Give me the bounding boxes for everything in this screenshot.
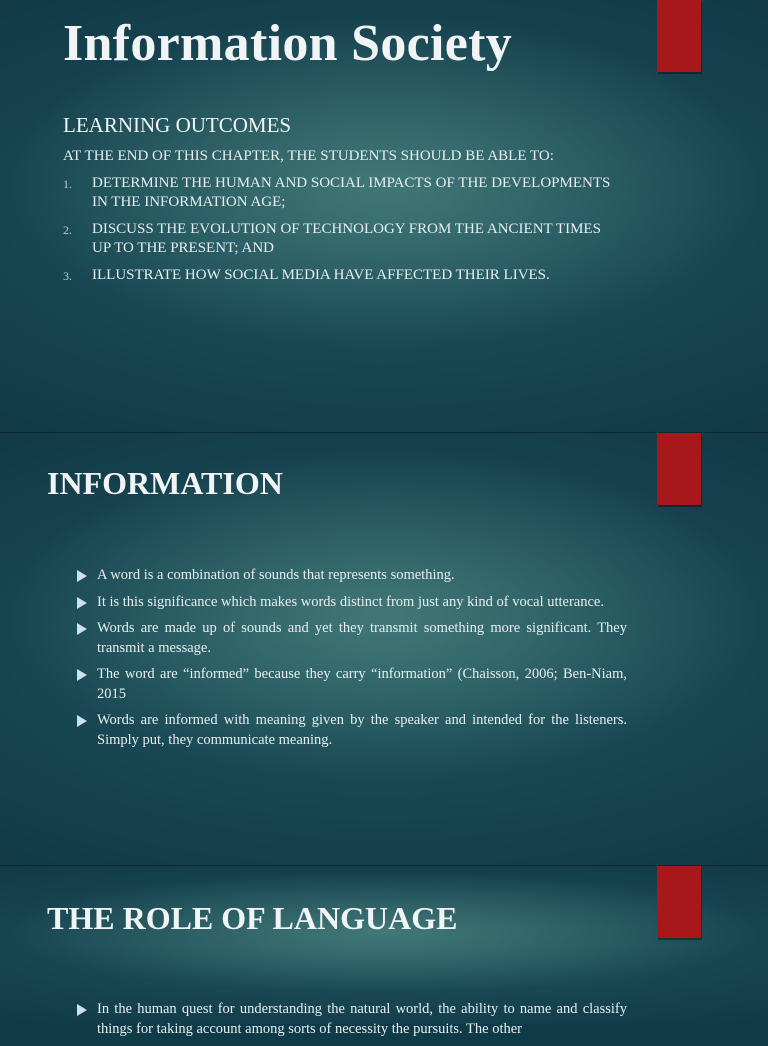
list-item-text: It is this significance which makes words distinct from just any kind of vocal utterance.: [97, 593, 604, 610]
list-number: 1.: [63, 177, 72, 191]
triangle-bullet-icon: [77, 715, 87, 727]
list-item: [63, 174, 623, 212]
list-item-text: In the human quest for understanding the natural world, the ability to name and classify things for taking account among sorts of necessity the pursuits. The other: [97, 1001, 627, 1037]
bullet-list: [75, 1000, 627, 1046]
slide-information: [0, 433, 768, 865]
slide-title: THE ROLE OF LANGUAGE: [47, 900, 458, 936]
slide-title: INFORMATION: [47, 465, 283, 501]
triangle-bullet-icon: [77, 570, 87, 582]
list-item-text: The word are “informed” because they carry “information” (Chaisson, 2006; Ben-Niam, 2015: [97, 666, 627, 702]
list-item-text: DETERMINE THE HUMAN AND SOCIAL IMPACTS OF THE DEVELOPMENTS IN THE INFORMATION AGE;: [92, 175, 611, 210]
triangle-bullet-icon: [77, 597, 87, 609]
red-accent-tab: [657, 0, 701, 72]
triangle-bullet-icon: [77, 623, 87, 635]
list-item: [63, 266, 623, 286]
list-item: [75, 566, 627, 586]
slide-learning-outcomes: [0, 0, 768, 432]
outcomes-list: [63, 174, 623, 294]
slide-role-of-language: [0, 866, 768, 1037]
triangle-bullet-icon: [77, 669, 87, 681]
list-item: [75, 593, 627, 613]
triangle-bullet-icon: [77, 1004, 87, 1016]
list-number: 2.: [63, 223, 72, 237]
list-item: [63, 220, 623, 258]
red-accent-tab: [657, 866, 701, 938]
list-item: [75, 1000, 627, 1039]
list-item: [75, 711, 627, 750]
outcomes-intro: AT THE END OF THIS CHAPTER, THE STUDENTS SHOULD BE ABLE TO:: [63, 148, 554, 164]
list-item-text: Words are informed with meaning given by the speaker and intended for the listeners. Simply put, they communicate meaning.: [97, 712, 627, 748]
list-item-text: DISCUSS THE EVOLUTION OF TECHNOLOGY FROM THE ANCIENT TIMES UP TO THE PRESENT; AND: [92, 221, 601, 256]
slide-title: Information Society: [63, 15, 513, 72]
learning-outcomes-heading: LEARNING OUTCOMES: [63, 113, 292, 137]
list-item: [75, 619, 627, 658]
list-item-text: A word is a combination of sounds that represents something.: [97, 567, 455, 583]
bullet-list: [75, 566, 627, 757]
list-item-text: Words are made up of sounds and yet they transmit something more significant. They transmit a message.: [97, 620, 627, 656]
list-item: [75, 665, 627, 704]
red-accent-tab: [657, 433, 701, 505]
list-number: 3.: [63, 269, 72, 283]
list-item-text: ILLUSTRATE HOW SOCIAL MEDIA HAVE AFFECTED THEIR LIVES.: [92, 267, 550, 283]
